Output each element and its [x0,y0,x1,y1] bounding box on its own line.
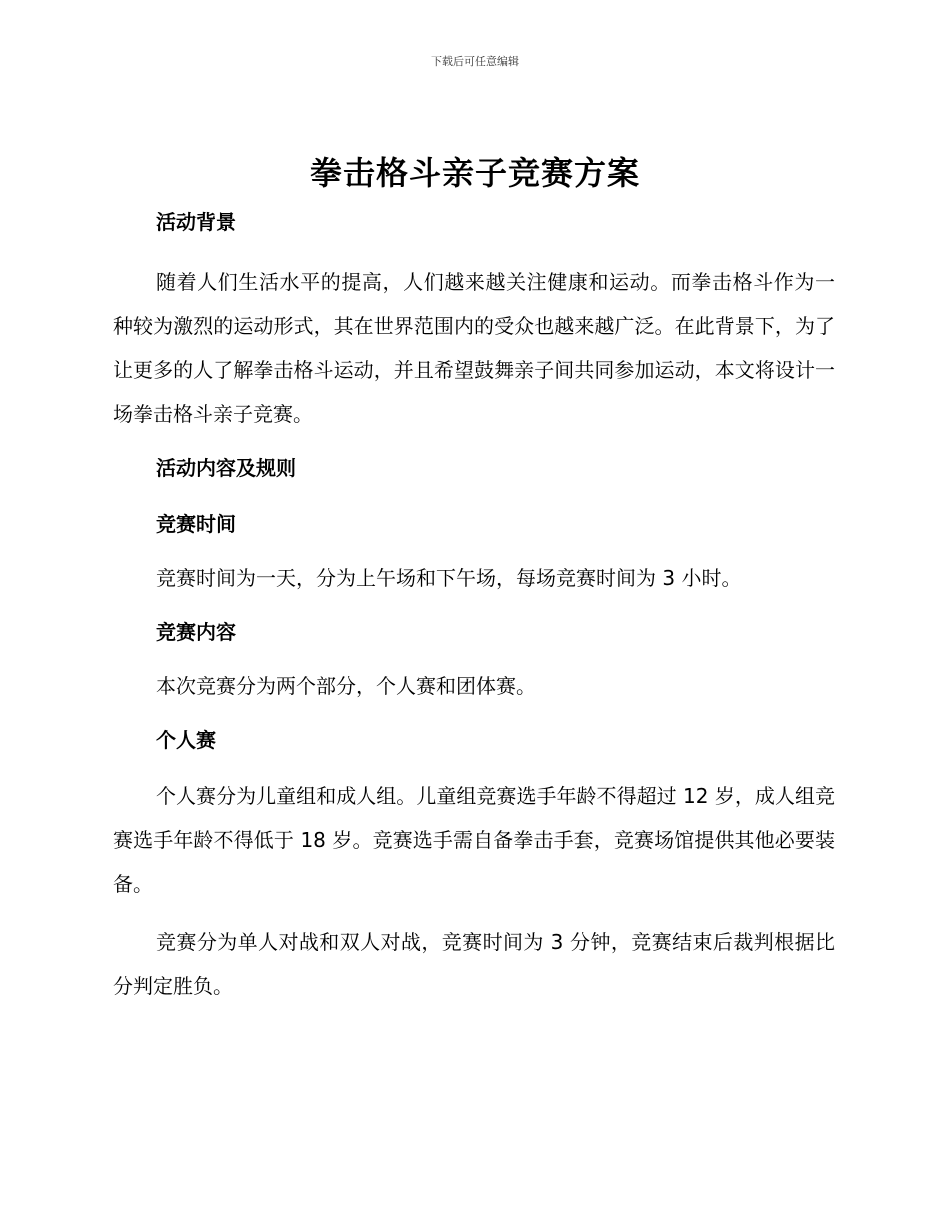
document-title: 拳击格斗亲子竞赛方案 [309,154,640,192]
document-body [113,204,835,1008]
header-note: 下载后可任意编辑 [431,55,519,68]
paragraph-individual-1: 个人赛分为儿童组和成人组。儿童组竞赛选手年龄不得超过 12 岁，成人组竞赛选手年龄不得低于 18 岁。竞赛选手需自备拳击手套，竞赛场馆提供其他必要装备。 [113,784,835,896]
paragraph-items: 本次竞赛分为两个部分，个人赛和团体赛。 [156,674,536,698]
paragraph-individual-2: 竞赛分为单人对战和双人对战，竞赛时间为 3 分钟，竞赛结束后裁判根据比分判定胜负。 [113,930,835,998]
paragraph-background: 随着人们生活水平的提高，人们越来越关注健康和运动。而拳击格斗作为一种较为激烈的运动形式，其在世界范围内的受众也越来越广泛。在此背景下，为了让更多的人了解拳击格斗运动，并且希望鼓舞亲子间共同参加运动，本文将设计一场拳击格斗亲子竞赛。 [113,270,835,426]
section-heading-background: 活动背景 [156,210,236,234]
section-heading-individual: 个人赛 [156,728,216,752]
section-heading-time: 竞赛时间 [156,512,236,536]
section-heading-content-rules: 活动内容及规则 [156,456,296,480]
paragraph-time: 竞赛时间为一天，分为上午场和下午场，每场竞赛时间为 3 小时。 [156,566,742,590]
section-heading-items: 竞赛内容 [156,620,236,644]
